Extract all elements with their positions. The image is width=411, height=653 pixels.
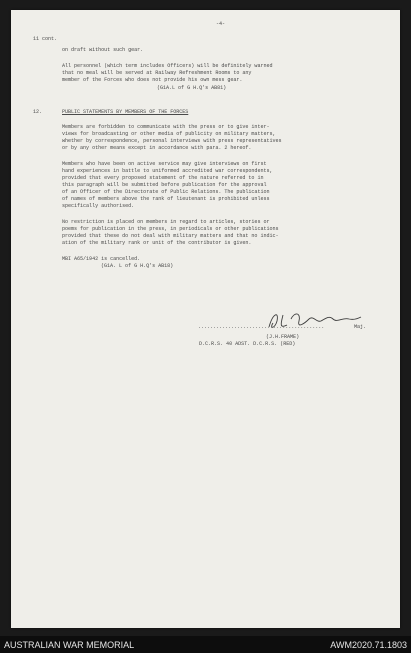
document-page xyxy=(11,10,400,628)
paragraph-line: All personnel (which term includes Officers) will be definitely warned xyxy=(62,63,273,69)
section-number: 12. xyxy=(33,109,43,115)
paragraph-line: ation of the military rank or unit of the contributor is given. xyxy=(62,240,252,246)
section-reference: 11 cont. xyxy=(33,36,58,42)
paragraph-line: or by any other means except in accordance with para. 2 hereof. xyxy=(62,145,252,151)
signature-dots: .......................................... xyxy=(198,324,325,330)
footer-accession-number: AWM2020.71.1803 xyxy=(330,640,407,650)
paragraph-reference: (G1A.L of G H.Q's AB81) xyxy=(157,85,227,91)
paragraph-line: on draft without such gear. xyxy=(62,47,144,53)
signatory-title: D.C.R.S. 40 ADST. D.C.R.S. (RED) xyxy=(199,341,296,347)
page-number: -4- xyxy=(216,21,226,27)
paragraph-line: this paragraph will be submitted before publication for the approval xyxy=(62,182,267,188)
paragraph-line: member of the Forces who does not provide his own mess gear. xyxy=(62,77,243,83)
paragraph-line: provided that every proposed statement of the nature referred to in xyxy=(62,175,264,181)
paragraph-line: Members are forbidden to communicate with the press or to give inter- xyxy=(62,124,270,130)
paragraph-line: specifically authorised. xyxy=(62,203,135,209)
paragraph-line: views for broadcasting or other media of publicity on military matters, xyxy=(62,131,276,137)
paragraph-line: that no meal will be served at Railway Refreshment Rooms to any xyxy=(62,70,252,76)
section-title: PUBLIC STATEMENTS BY MEMBERS OF THE FORCES xyxy=(62,109,189,115)
paragraph-line: poems for publication in the press, in periodicals or other publications xyxy=(62,226,279,232)
footer-bar xyxy=(0,636,411,653)
paragraph-line: MBI A65/1942 is cancelled. xyxy=(62,256,141,262)
signatory-rank: Maj. xyxy=(354,324,367,330)
footer-institution: AUSTRALIAN WAR MEMORIAL xyxy=(4,640,135,650)
paragraph-line: whether by correspondence, personal interviews with press representatives xyxy=(62,138,282,144)
paragraph-line: of names of members above the rank of lieutenant is prohibited unless xyxy=(62,196,270,202)
paragraph-line: No restriction is placed on members in regard to articles, stories or xyxy=(62,219,270,225)
paragraph-line: provided that these do not deal with military matters and that no indic- xyxy=(62,233,279,239)
paragraph-line: hand experiences in battle to uniformed accredited war correspondents, xyxy=(62,168,273,174)
paragraph-line: of an Officer of the Directorate of Public Relations. The publication xyxy=(62,189,270,195)
paragraph-line: Members who have been on active service may give interviews on first xyxy=(62,161,267,167)
paragraph-reference: (G1A. L of G H.Q's AB18) xyxy=(101,263,174,269)
signatory-name: (J.H.FRAME) xyxy=(266,334,300,340)
